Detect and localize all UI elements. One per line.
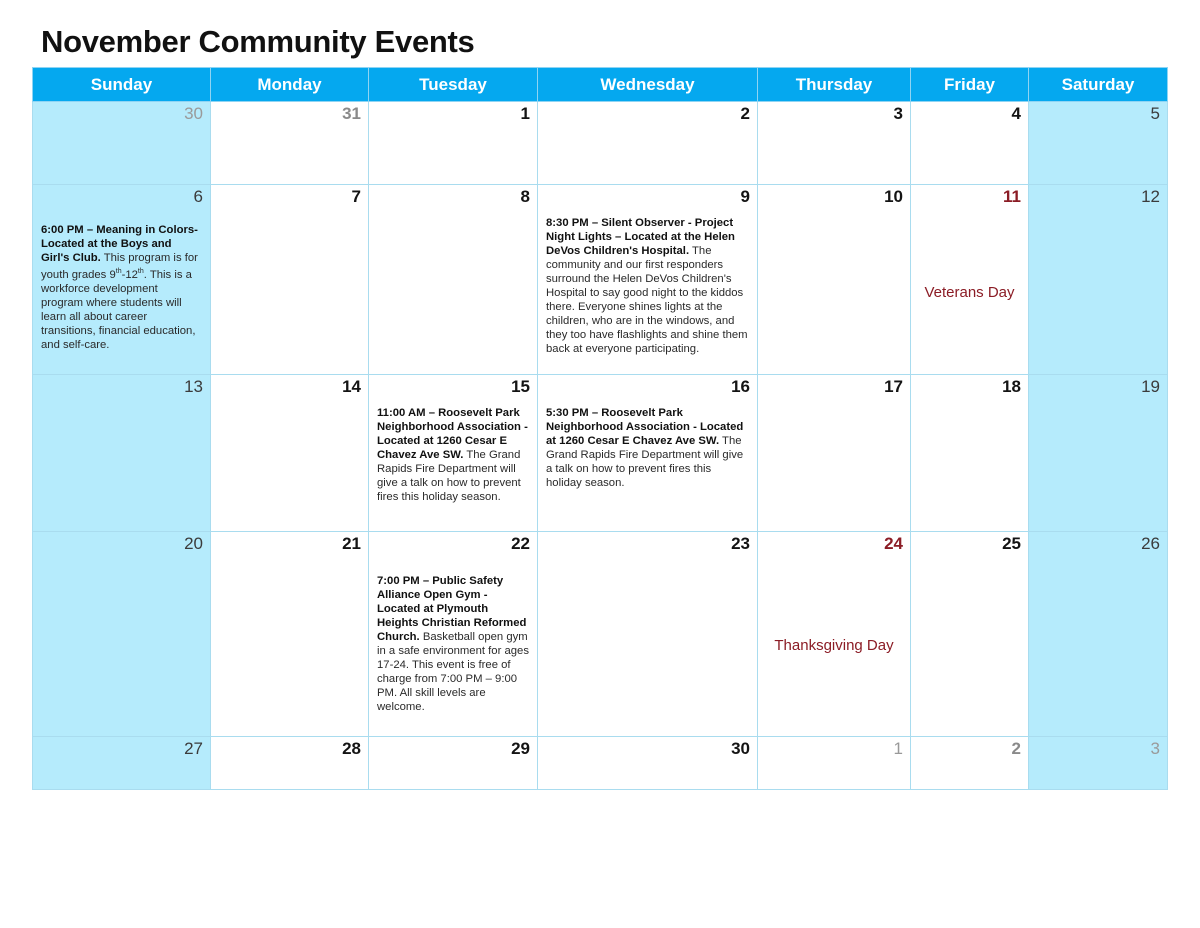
day-number: 1: [893, 739, 903, 758]
day-number: 12: [1141, 187, 1160, 206]
day-cell: [911, 102, 1029, 185]
day-cell: [1029, 102, 1168, 185]
day-cell: [911, 532, 1029, 737]
day-number: 9: [740, 187, 750, 206]
day-cell: [369, 532, 538, 737]
day-cell: [538, 532, 758, 737]
day-number: 11: [1003, 187, 1021, 206]
day-number: 23: [731, 534, 750, 553]
day-number: 28: [342, 739, 361, 758]
day-number: 14: [342, 377, 361, 396]
day-cell: [369, 102, 538, 185]
day-number: 5: [1150, 104, 1160, 123]
day-cell: [211, 185, 369, 375]
day-cell: [911, 375, 1029, 532]
day-cell: [211, 532, 369, 737]
day-cell: [911, 737, 1029, 790]
event-description: 11:00 AM – Roosevelt Park Neighborhood Association - Located at 1260 Cesar E Chavez Ave SW. The Grand Rapids Fire Department will give a talk on how to prevent fires this holiday season.: [377, 407, 528, 503]
event-description: 8:30 PM – Silent Observer - Project Night Lights – Located at the Helen DeVos Children's Hospital. The community and our first responders surround the Helen DeVos Children's Hospital to say good night to the kiddos there. Everyone shines lights at the children, who are in the windows, and they too have flashlights and shine them back at everyone participating.: [546, 217, 748, 355]
day-cell: [758, 102, 911, 185]
day-number: 6: [193, 187, 203, 206]
day-number: 21: [342, 534, 361, 553]
day-number: 24: [884, 534, 903, 553]
week-row: [33, 532, 1168, 737]
day-cell: [538, 375, 758, 532]
day-number: 30: [184, 104, 203, 123]
weekday-header-row: [33, 68, 1168, 102]
week-row: [33, 737, 1168, 790]
day-number: 2: [740, 104, 750, 123]
weekday-header: Friday: [911, 68, 1029, 102]
day-cell: [758, 185, 911, 375]
page-title: November Community Events: [41, 24, 475, 59]
day-number: 1: [520, 104, 530, 123]
day-number: 30: [731, 739, 750, 758]
event-title: 8:30 PM – Silent Observer - Project Night Lights – Located at the Helen DeVos Children's Hospital.: [546, 217, 735, 257]
day-number: 8: [520, 187, 530, 206]
day-number: 18: [1002, 377, 1021, 396]
day-cell: [33, 737, 211, 790]
event-description: 5:30 PM – Roosevelt Park Neighborhood Association - Located at 1260 Cesar E Chavez Ave SW. The Grand Rapids Fire Department will give a talk on how to prevent fires this holiday season.: [546, 407, 744, 489]
week-row: [33, 102, 1168, 185]
day-number: 19: [1141, 377, 1160, 396]
event-description: 6:00 PM – Meaning in Colors- Located at the Boys and Girl's Club. This program is for youth grades 9th-12th. This is a workforce development program where students will learn all about career transitions, financial education, and self-care.: [41, 224, 198, 351]
day-number: 15: [511, 377, 530, 396]
day-cell: [538, 102, 758, 185]
day-cell: [369, 375, 538, 532]
day-cell: [369, 737, 538, 790]
week-row: [33, 375, 1168, 532]
event-title: 7:00 PM – Public Safety Alliance Open Gym - Located at Plymouth Heights Christian Reformed Church.: [377, 575, 527, 643]
day-cell: [1029, 737, 1168, 790]
day-cell: [211, 102, 369, 185]
day-cell: [1029, 375, 1168, 532]
day-cell: [33, 375, 211, 532]
day-number: 29: [511, 739, 530, 758]
week-row: [33, 185, 1168, 375]
day-cell: [33, 102, 211, 185]
day-cell: [758, 737, 911, 790]
day-number: 3: [893, 104, 903, 123]
day-number: 7: [351, 187, 361, 206]
weekday-header: Tuesday: [369, 68, 538, 102]
day-cell: [911, 185, 1029, 375]
day-cell: [33, 185, 211, 375]
day-number: 27: [184, 739, 203, 758]
event-title: 5:30 PM – Roosevelt Park Neighborhood Association - Located at 1260 Cesar E Chavez Ave SW.: [546, 407, 744, 447]
day-number: 16: [731, 377, 750, 396]
day-cell: [369, 185, 538, 375]
day-number: 17: [884, 377, 903, 396]
day-cell: [758, 375, 911, 532]
holiday-label: Thanksgiving Day: [774, 637, 894, 654]
day-number: 25: [1002, 534, 1021, 553]
day-number: 10: [884, 187, 903, 206]
holiday-label: Veterans Day: [924, 284, 1015, 301]
weekday-header: Wednesday: [538, 68, 758, 102]
weekday-header: Saturday: [1029, 68, 1168, 102]
day-number: 13: [184, 377, 203, 396]
day-number: 4: [1011, 104, 1021, 123]
day-number: 3: [1150, 739, 1160, 758]
day-number: 22: [511, 534, 530, 553]
day-cell: [538, 737, 758, 790]
event-title: 6:00 PM – Meaning in Colors- Located at the Boys and Girl's Club.: [41, 224, 198, 264]
day-cell: [538, 185, 758, 375]
day-cell: [1029, 185, 1168, 375]
weekday-header: Monday: [211, 68, 369, 102]
day-cell: [211, 737, 369, 790]
day-number: 2: [1011, 739, 1021, 758]
event-title: 11:00 AM – Roosevelt Park Neighborhood Association - Located at 1260 Cesar E Chavez Ave SW.: [377, 407, 528, 461]
day-cell: [758, 532, 911, 737]
calendar-table: [32, 67, 1168, 790]
day-number: 31: [342, 104, 361, 123]
day-cell: [33, 532, 211, 737]
day-cell: [211, 375, 369, 532]
day-number: 26: [1141, 534, 1160, 553]
day-number: 20: [184, 534, 203, 553]
event-description: 7:00 PM – Public Safety Alliance Open Gym - Located at Plymouth Heights Christian Reformed Church. Basketball open gym in a safe environment for ages 17-24. This event is free of charge from 7:00 PM – 9:00 PM. All skill levels are welcome.: [377, 575, 529, 713]
day-cell: [1029, 532, 1168, 737]
weekday-header: Sunday: [33, 68, 211, 102]
weekday-header: Thursday: [758, 68, 911, 102]
